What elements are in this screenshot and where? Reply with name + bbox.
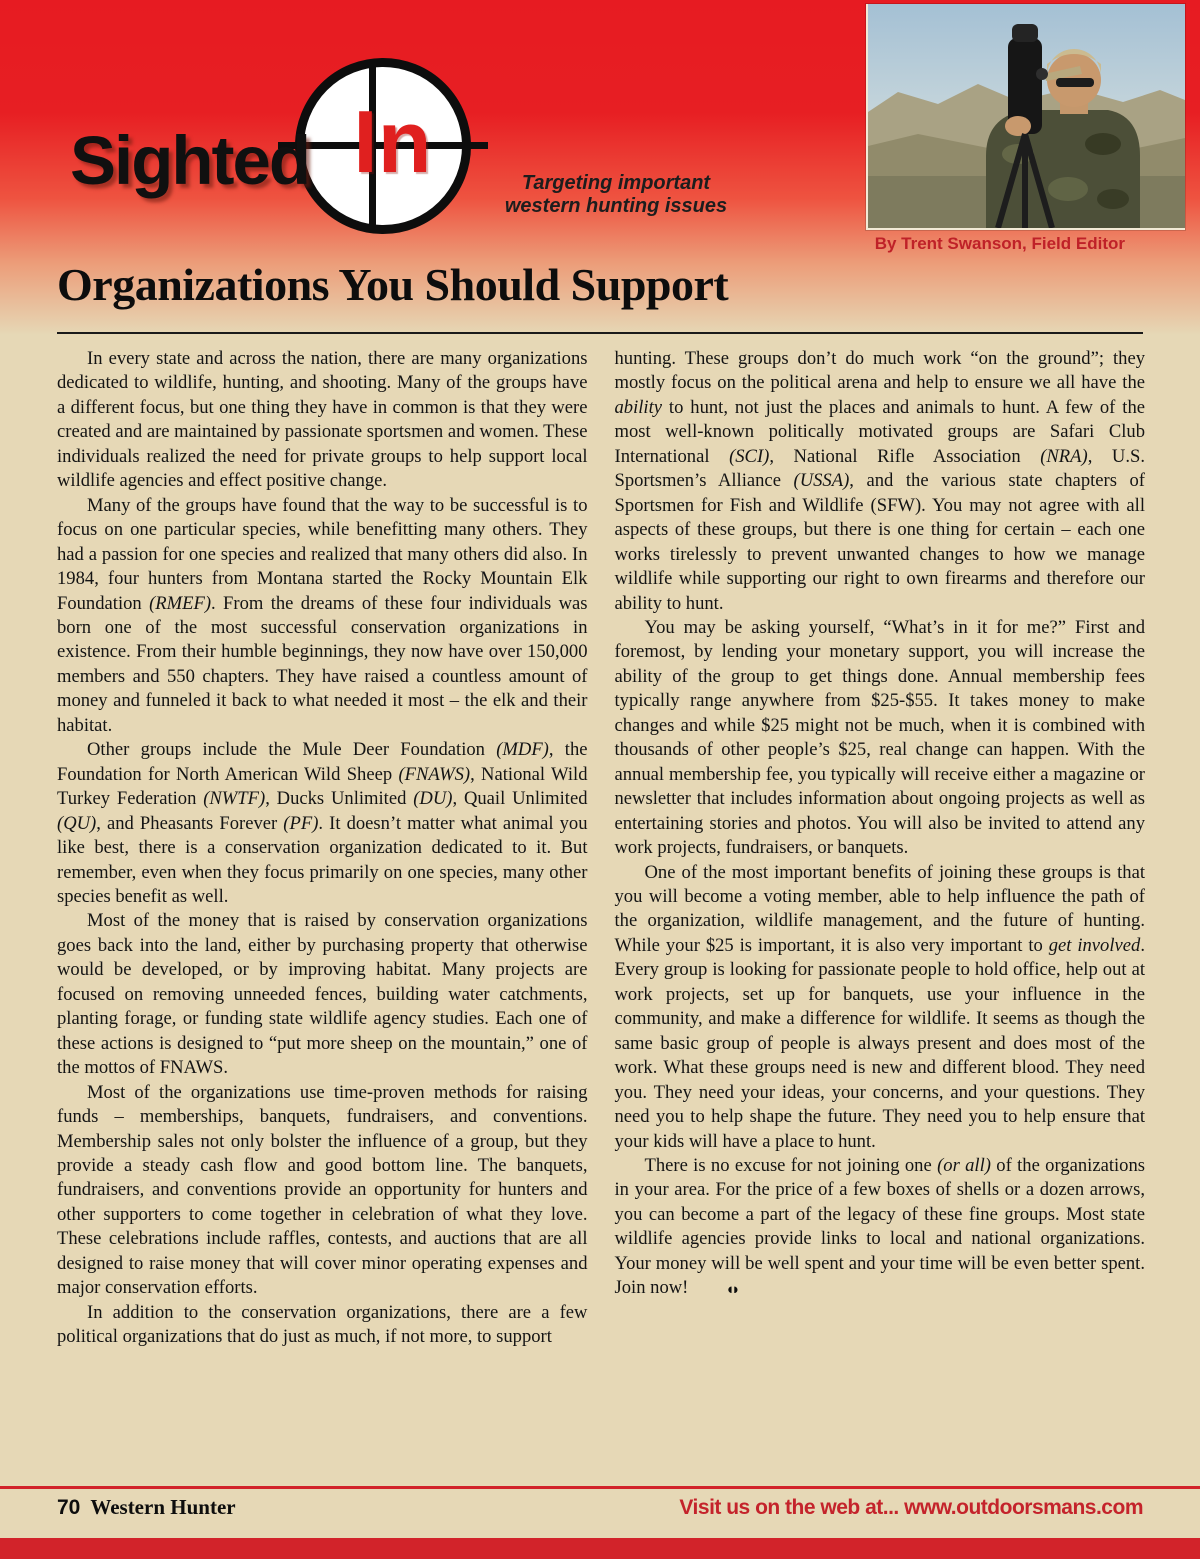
article-end-mark-icon: ◖◗ <box>725 1282 738 1299</box>
sighted-in-logo <box>70 58 471 234</box>
page-number: 70 <box>57 1496 81 1519</box>
body-paragraph: hunting. These groups don’t do much work “on the ground”; they mostly focus on the political arena and help to ensure we all have the ability to hunt, not just the places and animals to hunt. A few of the most well-known politically motivated groups are Safari Club International (SCI), National Rifle Association (NRA), U.S. Sportsmen’s Alliance (USSA), and the various state chapters of Sportsmen for Fish and Wildlife (SFW). You may not agree with all aspects of these groups, but there is one thing for certain – each one works tirelessly to prevent unwanted changes to how we manage wildlife while supporting our right to own firearms and therefore our ability to hunt. <box>614 348 1145 614</box>
right-column <box>615 347 1146 1350</box>
body-paragraph: Most of the money that is raised by conservation organizations goes back into the land, either by purchasing property that otherwise would be developed, or by improving habitat. Many projects are focused on removing unneeded fences, building water catchments, planting forage, or funding state wildlife agency studies. Each one of these actions is designed to “put more sheep on the mountain,” one of the mottos of FNAWS. <box>57 910 588 1079</box>
tagline-line-1: Targeting important <box>521 172 711 194</box>
crosshair-icon <box>295 58 471 234</box>
byline: By Trent Swanson, Field Editor <box>874 234 1125 253</box>
footer <box>57 1495 1143 1520</box>
body-paragraph: In addition to the conservation organizations, there are a few political organizations that do just as much, if not more, to support <box>57 1301 588 1348</box>
logo-tagline <box>498 172 734 218</box>
left-column <box>57 347 588 1350</box>
magazine-name: Western Hunter <box>90 1495 236 1519</box>
body-paragraph: There is no excuse for not joining one (or all) of the organizations in your area. For the price of a few boxes of shells or a dozen arrows, you can become a part of the legacy of these fine groups. Most state wildlife agencies provide links to local and national organizations. Your money will be well spent and your time will be even better spent. Join now! ◖◗ <box>615 1154 1146 1302</box>
body-paragraph: One of the most important benefits of joining these groups is that you will become a voting member, able to help influence the path of the organization, wildlife management, and the future of hunting. While your $25 is important, it is also very important to get involved. Every group is looking for passionate people to hold office, help out at work projects, set up for banquets, use your influence in the community, and make a difference for wildlife. It seems as though the same basic group of people is always present and does most of the work. What these groups need is new and different blood. They need you. They need your ideas, your concerns, and your questions. They need you to help shape the future. They need you to help ensure that your kids will have a place to hunt. <box>614 861 1145 1152</box>
article-body <box>57 347 1145 1350</box>
footer-top-rule <box>0 1486 1200 1489</box>
body-paragraph: You may be asking yourself, “What’s in it for me?” First and foremost, by lending your monetary support, you will increase the ability of the group to get things done. Annual membership fees typically range anywhere from $25-$55. It takes money to make changes and while $25 might not be much, when it is combined with thousands of other people’s $25, real change can happen. With the annual membership fee, you typically will receive either a magazine or newsletter that includes information about ongoing projects as well as entertaining stories and photos. You will also be invited to attend any work projects, fundraisers, or banquets. <box>614 616 1145 859</box>
hunter-with-spotting-scope-photo <box>866 4 1185 230</box>
article-title: Organizations You Should Support <box>57 259 729 310</box>
body-paragraph: Other groups include the Mule Deer Foundation (MDF), the Foundation for North American Wild Sheep (FNAWS), National Wild Turkey Federation (NWTF), Ducks Unlimited (DU), Quail Unlimited (QU), and Pheasants Forever (PF). It doesn’t matter what animal you like best, there is a conservation organization dedicated to it. But remember, even when they focus primarily on one species, many other species benefit as well. <box>57 739 588 907</box>
tagline-line-2: western hunting issues <box>504 195 728 217</box>
body-paragraph: Many of the groups have found that the way to be successful is to focus on one particular species, while benefitting many others. They had a passion for one species and realized that many others did also. In 1984, four hunters from Montana started the Rocky Mountain Elk Foundation (RMEF). From the dreams of these four individuals was born one of the most successful conservation organizations in existence. From their humble beginnings, they now have over 150,000 members and 550 chapters. They have raised a countless amount of money and funneled it back to what needed it most – the elk and their habitat. <box>57 494 588 736</box>
body-paragraph: Most of the organizations use time-proven methods for raising funds – memberships, banquets, fundraisers, and conventions. Membership sales not only bolster the influence of a group, but they provide a steady cash flow and good bottom line. The banquets, fundraisers, and conventions provide an opportunity for hunters and other supporters to come together in celebration of what they love. These celebrations include raffles, contests, and auctions that are all designed to raise money that will cover minor operating expenses and major conservation efforts. <box>57 1081 588 1299</box>
footer-left <box>57 1495 236 1520</box>
logo-word-sighted: Sighted <box>70 121 309 199</box>
body-paragraph: In every state and across the nation, there are many organizations dedicated to wildlife, hunting, and shooting. Many of the groups have a different focus, but one thing they have in common is that they were created and are maintained by passionate sportsmen and women. These individuals realized the need for private groups to help support local wildlife agencies and effect positive change. <box>57 348 588 492</box>
footer-web-url: Visit us on the web at... www.outdoorsmans.com <box>679 1496 1143 1519</box>
title-rule <box>57 332 1143 334</box>
footer-bottom-bar <box>0 1538 1200 1559</box>
logo-word-in: In <box>353 91 432 191</box>
